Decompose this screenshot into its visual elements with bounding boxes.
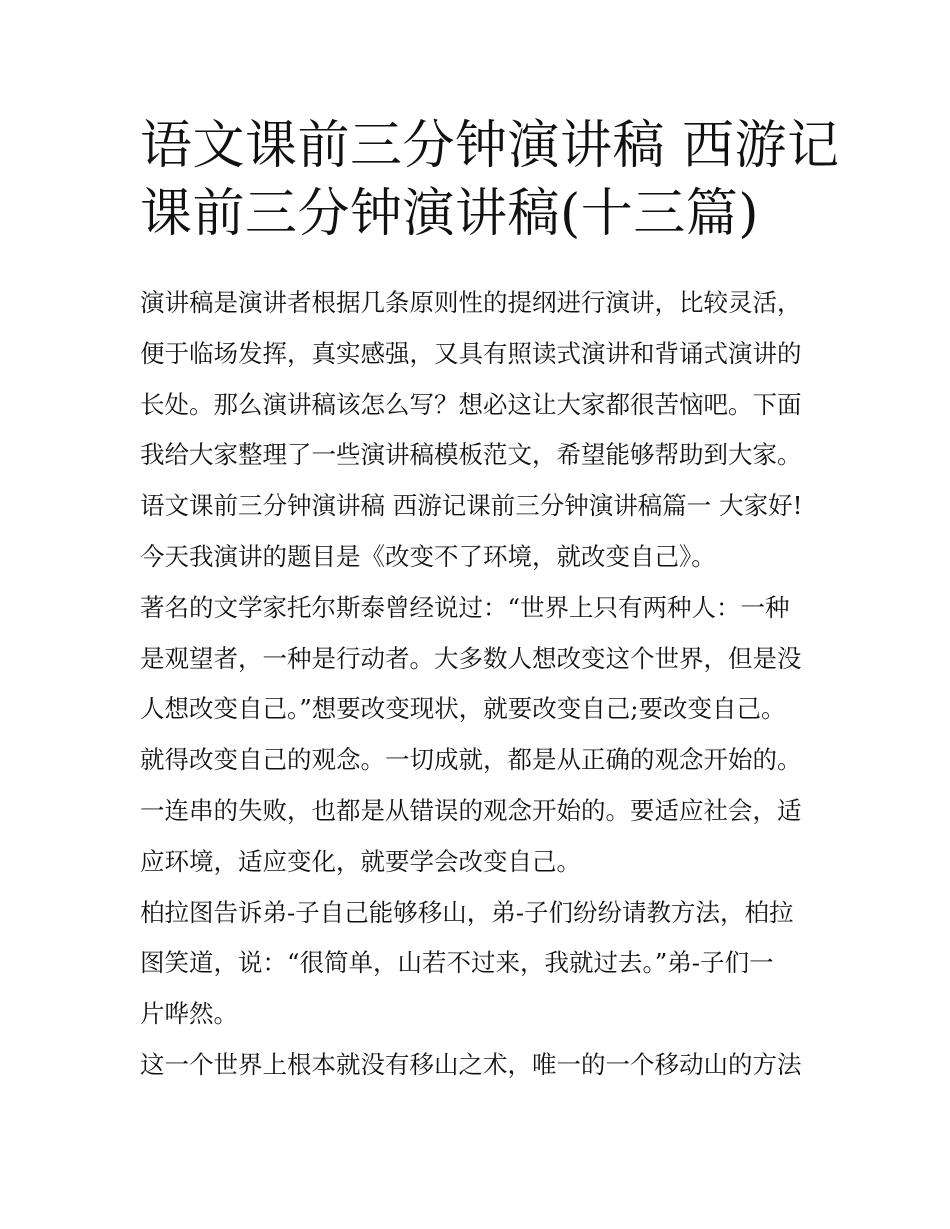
- title-line-1: 语文课前三分钟演讲稿 西游记: [140, 116, 840, 176]
- document-body: [140, 278, 820, 1091]
- body-line: 就得改变自己的观念。一切成就，都是从正确的观念开始的。: [140, 745, 802, 775]
- body-line: 片哗然。: [140, 999, 238, 1029]
- body-line: 柏拉图告诉弟-子自己能够移山，弟-子们纷纷请教方法，柏拉: [140, 897, 794, 927]
- body-line: 一连串的失败，也都是从错误的观念开始的。要适应社会，适: [140, 795, 802, 825]
- body-line: 是观望者，一种是行动者。大多数人想改变这个世界，但是没: [140, 643, 802, 673]
- body-line: 人想改变自己。”想要改变现状，就要改变自己;要改变自己。: [140, 694, 786, 724]
- body-line: 语文课前三分钟演讲稿 西游记课前三分钟演讲稿篇一 大家好!: [140, 491, 803, 521]
- document-title: [140, 112, 840, 248]
- body-line: 应环境，适应变化，就要学会改变自己。: [140, 846, 581, 876]
- body-line: 我给大家整理了一些演讲稿模板范文，希望能够帮助到大家。: [140, 440, 802, 470]
- body-line: 演讲稿是演讲者根据几条原则性的提纲进行演讲，比较灵活，: [140, 288, 802, 317]
- body-line: 图笑道，说：“很简单，山若不过来，我就过去。”弟-子们一: [140, 948, 774, 978]
- body-line: 长处。那么演讲稿该怎么写？想必这让大家都很苦恼吧。下面: [140, 389, 802, 419]
- body-line: 便于临场发挥，真实感强，又具有照读式演讲和背诵式演讲的: [140, 338, 802, 368]
- title-line-2: 课前三分钟演讲稿(十三篇): [140, 184, 760, 244]
- body-line: 著名的文学家托尔斯泰曾经说过：“世界上只有两种人：一种: [140, 592, 790, 622]
- body-line: 今天我演讲的题目是《改变不了环境，就改变自己》。: [140, 541, 716, 571]
- body-line: 这一个世界上根本就没有移山之术，唯一的一个移动山的方法: [140, 1049, 802, 1079]
